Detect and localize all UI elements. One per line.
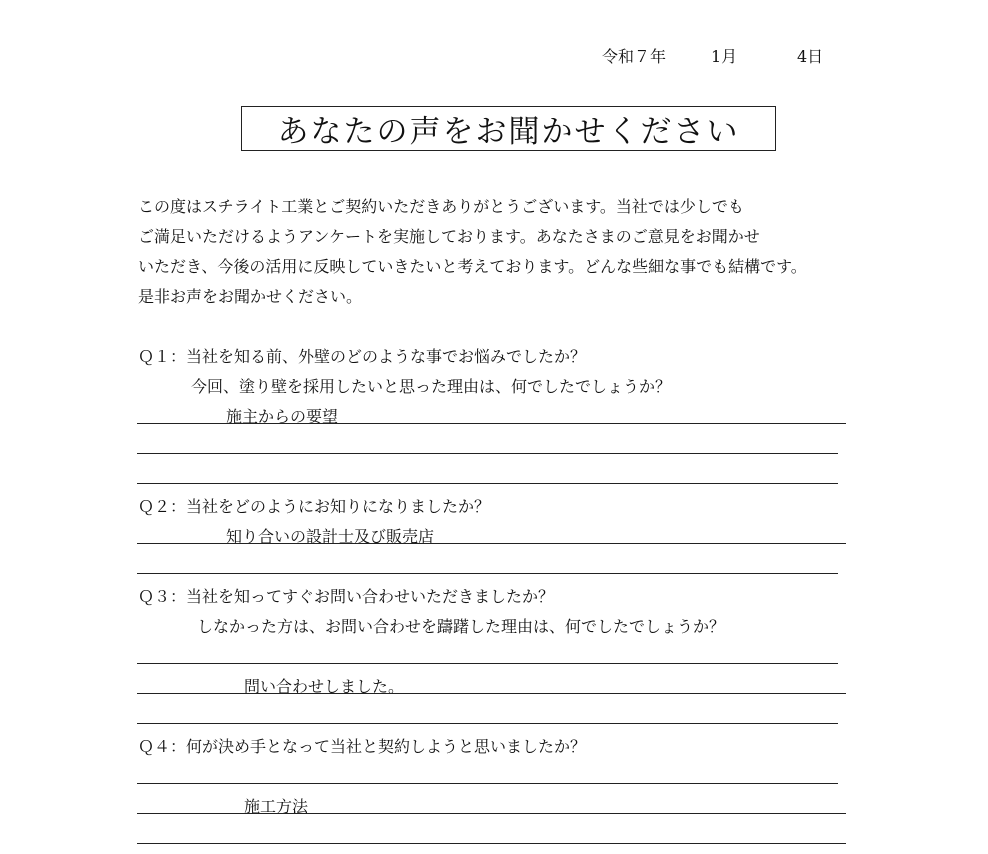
question-2-text: Ｑ２：当社をどのようにお知りになりましたか？ <box>138 497 491 516</box>
title-box <box>241 106 776 151</box>
date-day: 4日 <box>797 47 824 66</box>
answer-line <box>137 783 838 784</box>
intro-line: 是非お声をお聞かせください。 <box>138 287 363 306</box>
answer-line <box>137 693 846 694</box>
answer-line <box>137 723 838 724</box>
answer-line <box>137 843 846 844</box>
date-year: 令和７年 <box>602 47 667 66</box>
answer-line <box>137 663 838 664</box>
answer-4-text: 施工方法 <box>244 797 309 816</box>
question-1-text: Ｑ１：当社を知る前、外壁のどのような事でお悩みでしたか？ <box>138 347 587 366</box>
intro-line: ご満足いただけるようアンケートを実施しております。あなたさまのご意見をお聞かせ <box>138 227 760 246</box>
page-title: あなたの声をお聞かせください <box>277 114 740 150</box>
date-month: 1月 <box>711 47 738 66</box>
answer-line <box>137 453 838 454</box>
answer-line <box>137 573 838 574</box>
question-3-subtext: しなかった方は、お問い合わせを躊躇した理由は、何でしたでしょうか？ <box>197 617 726 636</box>
answer-2-text: 知り合いの設計士及び販売店 <box>226 527 435 546</box>
intro-line: この度はスチライト工業とご契約いただきありがとうございます。当社では少しでも <box>138 197 744 216</box>
question-3-text: Ｑ３：当社を知ってすぐお問い合わせいただきましたか？ <box>138 587 555 606</box>
question-1-subtext: 今回、塗り壁を採用したいと思った理由は、何でしたでしょうか？ <box>191 377 672 396</box>
question-4-text: Ｑ４：何が決め手となって当社と契約しようと思いましたか？ <box>138 737 587 756</box>
intro-line: いただき、今後の活用に反映していきたいと考えております。どんな些細な事でも結構です。 <box>138 257 807 276</box>
answer-line <box>137 543 846 544</box>
answer-line <box>137 423 846 424</box>
answer-line <box>137 483 838 484</box>
answer-line <box>137 813 846 814</box>
answer-1-text: 施主からの要望 <box>226 407 339 426</box>
answer-3-text: 問い合わせしました。 <box>244 677 405 696</box>
